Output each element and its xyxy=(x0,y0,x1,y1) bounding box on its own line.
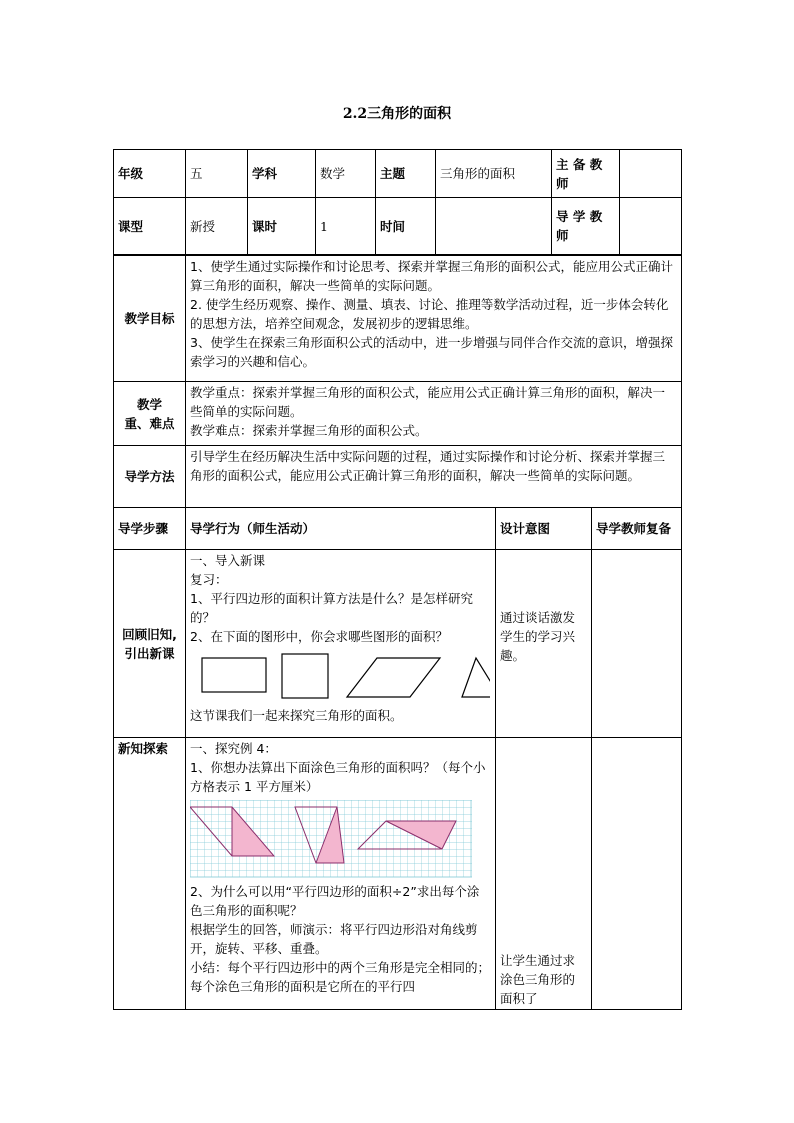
steps-table xyxy=(113,507,682,1010)
subject-label: 学科 xyxy=(248,150,316,198)
step1-line3: 1、平行四边形的面积计算方法是什么？是怎样研究的？ xyxy=(190,591,473,625)
steps-col-step: 导学步骤 xyxy=(114,508,186,550)
keypoints-label-line1: 教学 xyxy=(136,396,162,412)
topic-label: 主题 xyxy=(376,150,436,198)
topic-value: 三角形的面积 xyxy=(436,150,552,198)
difficult-point: 教学难点：探索并掌握三角形的面积公式。 xyxy=(190,423,428,438)
step1-line4: 2、在下面的图形中，你会求哪些图形的面积？ xyxy=(190,629,448,644)
grade-label: 年级 xyxy=(114,150,186,198)
parallelogram-shape xyxy=(347,658,440,697)
key-point: 教学重点：探索并掌握三角形的面积公式，能应用公式正确计算三角形的面积，解决一些简单的实际问题。 xyxy=(190,385,666,419)
time-label: 时间 xyxy=(376,198,436,255)
step1-line1: 一、导入新课 xyxy=(190,553,266,568)
step2-label: 新知探索 xyxy=(114,738,186,1010)
grade-value: 五 xyxy=(186,150,248,198)
goal-3: 3、使学生在探索三角形面积公式的活动中，进一步增强与同伴合作交流的意识，增强探索学习的兴趣和信心。 xyxy=(190,335,673,369)
steps-col-review: 导学教师复备 xyxy=(592,508,682,550)
steps-col-activity: 导学行为（师生活动） xyxy=(186,508,496,550)
steps-col-intent: 设计意图 xyxy=(496,508,592,550)
step2-line1: 一、探究例 4： xyxy=(190,741,277,756)
lead-teacher-label: 主 备 教 师 xyxy=(552,150,620,198)
keypoints-label-line2: 重、难点 xyxy=(124,415,175,431)
hours-label: 课时 xyxy=(248,198,316,255)
goal-1: 1、使学生通过实际操作和讨论思考、探索并掌握三角形的面积公式，能应用公式正确计算三角形的面积，解决一些简单的实际问题。 xyxy=(190,259,673,293)
goals-label: 教学目标 xyxy=(114,256,186,382)
step1-label: 回顾旧知,引出新课 xyxy=(114,550,186,738)
step1-review xyxy=(592,550,682,738)
step2-line4: 根据学生的回答，师演示：将平行四边形沿对角线剪开，旋转、平移、重叠。 xyxy=(190,922,478,956)
step2-line2: 1、你想办法算出下面涂色三角形的面积吗？（每个小方格表示 1 平方厘米） xyxy=(190,760,486,794)
guide-teacher-label: 导 学 教 师 xyxy=(552,198,620,255)
grid-triangles-figure xyxy=(190,800,472,878)
step2-intent: 让学生通过求涂色三角形的面积了 xyxy=(496,738,592,1010)
lead-teacher-value xyxy=(620,150,682,198)
method-label: 导学方法 xyxy=(114,446,186,508)
step2-line5: 小结：每个平行四边形中的两个三角形是完全相同的；每个涂色三角形的面积是它所在的平行四 xyxy=(190,960,491,994)
type-value: 新授 xyxy=(186,198,248,255)
method-text: 引导学生在经历解决生活中实际问题的过程，通过实际操作和讨论分析、探索并掌握三角形的面积公式，能应用公式正确计算三角形的面积，解决一些简单的实际问题。 xyxy=(186,446,682,508)
step1-line5: 这节课我们一起来探究三角形的面积。 xyxy=(190,708,403,723)
hours-value: 1 xyxy=(316,198,376,255)
square-shape xyxy=(282,654,328,698)
step1-intent: 通过谈话激发学生的学习兴趣。 xyxy=(496,550,592,738)
goals-table xyxy=(113,255,682,508)
rectangle-shape xyxy=(202,658,266,692)
triangle-shape xyxy=(462,658,490,697)
guide-teacher-value xyxy=(620,198,682,255)
time-value xyxy=(436,198,552,255)
review-shapes-figure xyxy=(190,650,490,702)
step2-line3: 2、为什么可以用“平行四边形的面积÷2”求出每个涂色三角形的面积呢？ xyxy=(190,884,480,918)
goal-2: 2. 使学生经历观察、操作、测量、填表、讨论、推理等数学活动过程，近一步体会转化的思想方法，培养空间观念，发展初步的逻辑思维。 xyxy=(190,297,669,331)
header-table xyxy=(113,149,682,255)
subject-value: 数学 xyxy=(316,150,376,198)
step2-review xyxy=(592,738,682,1010)
step1-line2: 复习： xyxy=(190,572,228,587)
document-title: 2.2三角形的面积 xyxy=(342,106,452,122)
type-label: 课型 xyxy=(114,198,186,255)
